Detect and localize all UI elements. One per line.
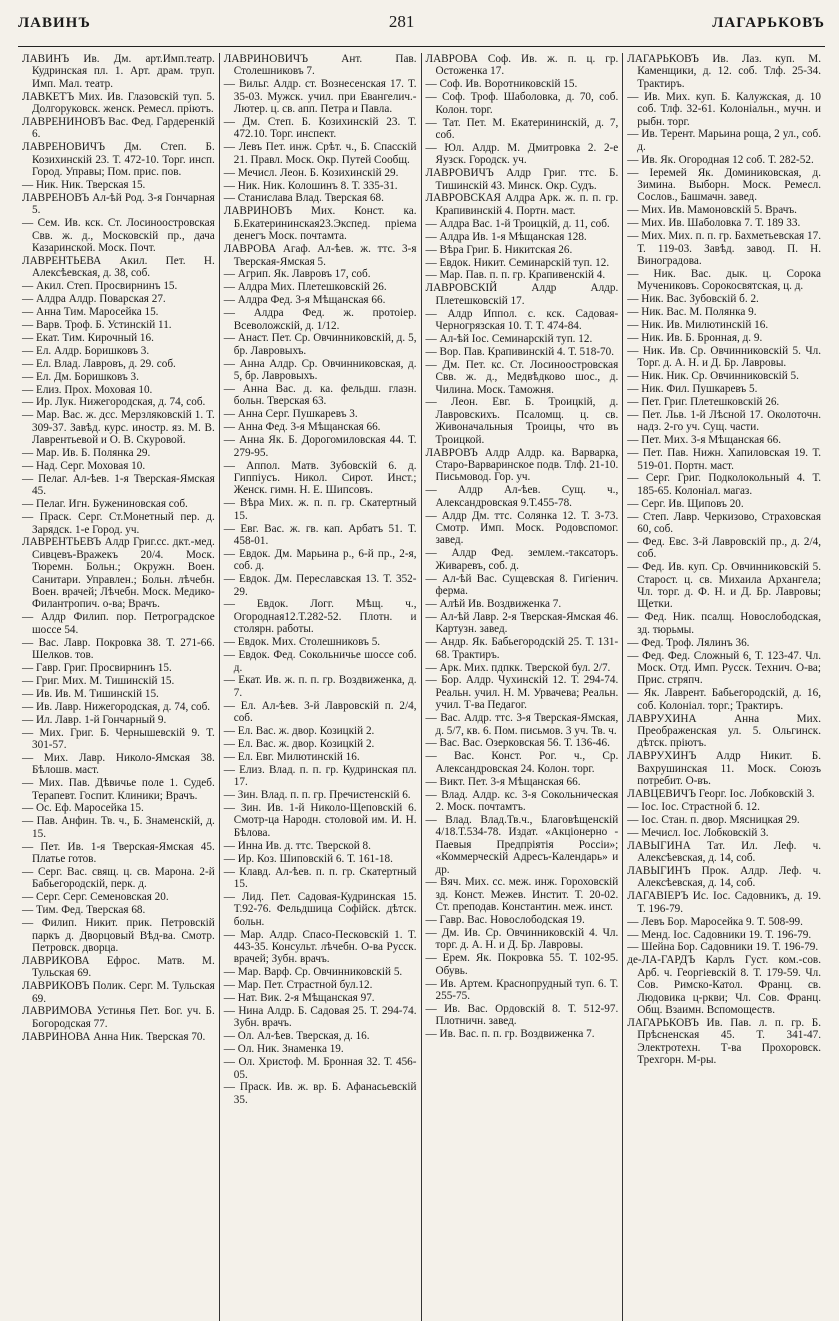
directory-entry: — Ол. Христоф. М. Бронная 32. Т. 456-05.: [223, 1056, 417, 1081]
directory-entry: — Фед. Фед. Сложный 6, Т. 123-47. Чл. Моск. Отд. Имп. Русск. Технич. О-ва; Прис. стряпч.: [627, 649, 821, 687]
directory-entry: — Ник. Ник. Колошинъ 8. Т. 335-31.: [223, 179, 398, 192]
directory-entry: ЛАВЦЕВИЧЪ Георг. Іос. Лобковскій 3.: [627, 788, 815, 801]
directory-entry: — Елиз. Влад. п. п. гр. Кудринская пл. 17.: [223, 763, 417, 789]
directory-entry: — Инна Ив. д. ттс. Тверской 8.: [223, 839, 371, 852]
directory-entry: — Ник. Ник. Ср. Овчинниковскій 5.: [627, 370, 799, 383]
directory-entry: — Алдра Фед. 3-я Мѣщанская 66.: [223, 294, 386, 307]
directory-entry: — Пет. Ив. 1-я Тверская-Ямская 45. Платье готов.: [22, 840, 215, 866]
directory-entry: ЛАГАВІЕРЪ Ис. Іос. Садовникъ, д. 19. Т. 196-79.: [627, 890, 821, 915]
directory-entry: — Анна Фед. 3-я Мѣщанская 66.: [223, 421, 381, 434]
directory-entry: ЛАГАРЬКОВЪ Ив. Пав. л. п. гр. Б. Прѣсненская 45. Т. 341-47. Электротехн. Т-ва Прохоровск. Трехгорн. М-ры.: [627, 1016, 821, 1067]
directory-entry: — Ник. Ив. Ср. Овчинниковскій 5. Чл. Торг. д. А. Н. и Д. Бр. Лавровы.: [627, 344, 821, 370]
directory-entry: — Менд. Іос. Садовники 19. Т. 196-79.: [627, 928, 812, 941]
directory-entry: — Алдра Алдр. Поварская 27.: [22, 293, 166, 306]
directory-entry: ЛАВРЕНОВИЧЪ Дм. Степ. Б. Козихинскій 23. Т. 472-10. Торг. инсп. Город. Управы; Пом. прис. пов.: [22, 141, 215, 179]
directory-entry: — Ив. Мих. куп. Б. Калужская, д. 10 соб. Тлф. 32-61. Колоніальн., мучн. и рыбн. торг.: [627, 90, 821, 128]
directory-entry: — Анна Серг. Пушкаревъ 3.: [223, 408, 358, 421]
directory-entry: — Ник. Вас. дык. ц. Сорока Мучениковъ. Сорокосвятская, ц. д.: [627, 267, 821, 293]
directory-entry: ЛАВЫГИНЪ Прок. Алдр. Леф. ч. Алексѣевская, д. 14, соб.: [627, 865, 821, 890]
directory-entry: — Левъ Бор. Маросейка 9. Т. 508-99.: [627, 915, 803, 928]
directory-entry: — Вас. Конст. Рог. ч., Ср. Александровская 24. Колон. торг.: [425, 750, 619, 775]
directory-entry: ЛАВРИНОВИЧЪ Ант. Пав. Столешниковъ 7.: [223, 53, 417, 78]
directory-entry: — Іос. Іос. Страстной б. 12.: [627, 800, 760, 813]
directory-entry: — Ив. Вас. п. п. гр. Воздвиженка 7.: [425, 1028, 595, 1041]
directory-entry: — Алдр Филип. пор. Петроградское шоссе 54.: [22, 611, 215, 636]
page-number: 281: [388, 12, 415, 31]
directory-entry: — Зин. Ив. 1-й Николо-Щеповскій 6. Смотр-ца Народн. столовой им. И. Н. Бѣлова.: [223, 801, 417, 839]
directory-entry: — Нат. Вик. 2-я Мѣщанская 97.: [223, 992, 375, 1005]
directory-entry: — Ник. Вас. Зубовскій б. 2.: [627, 293, 759, 306]
directory-entry: — Ол. Ник. Знаменка 19.: [223, 1043, 344, 1056]
directory-entry: — Як. Лаврент. Бабьегородскій, д. 16, соб. Колоніал. торг.; Трактиръ.: [627, 687, 821, 712]
directory-entry: — Ел. Евг. Милютинскій 16.: [223, 750, 360, 763]
directory-entry: — Ир. Коз. Шиповскій 6. Т. 161-18.: [223, 852, 393, 865]
directory-entry: — Ол. Ал-ѣев. Тверская, д. 16.: [223, 1030, 370, 1043]
directory-entry: — Пет. Мих. 3-я Мѣщанская 66.: [627, 434, 782, 447]
directory-entry: — Алдра Ив. 1-я Мѣщанская 128.: [425, 230, 587, 243]
directory-entry: — Мих. Ив. Шаболовка 7. Т. 189 33.: [627, 217, 801, 230]
directory-entry: — Анна Вас. д. ка. фельдш. глазн. больн. Тверская 63.: [223, 383, 417, 408]
directory-entry: ЛАВРОВСКІЙ Алдр Алдр. Плетешковскій 17.: [425, 282, 619, 307]
directory-entry: — Гавр. Вас. Новослободская 19.: [425, 914, 585, 927]
directory-entry: — Ил. Лавр. 1-й Гончарный 9.: [22, 713, 167, 726]
directory-entry: — Левъ Пет. инж. Срѣт. ч., Б. Спасскій 21. Правл. Моск. Окр. Путей Сообщ.: [223, 141, 417, 166]
directory-entry: — Алѣй Ив. Воздвиженка 7.: [425, 597, 562, 610]
directory-entry: — Фед. Ив. куп. Ср. Овчинниковскій 5. Старост. ц. св. Михаила Архангела; Чл. торг. д. Ф. Н. и Д. Бр. Лавровы; Щетки.: [627, 561, 821, 611]
directory-entry: — Влад. Алдр. кс. 3-я Сокольническая 2. Моск. почтамтъ.: [425, 788, 619, 813]
directory-entry: — Леон. Евг. Б. Троицкій, д. Лавровскихъ. Псаломщ. ц. св. Живоначальныя Троицы, что въ Троицкой.: [425, 396, 619, 446]
directory-entry: ЛАВРЕНИНОВЪ Вас. Фед. Гардеренкій 6.: [22, 116, 215, 141]
directory-entry: — Фед. Троф. Лялинъ 36.: [627, 636, 750, 649]
directory-entry: — Екат. Тим. Кирочный 16.: [22, 331, 154, 344]
directory-entry: — Евдок. Никит. Семинарскій туп. 12.: [425, 256, 610, 269]
directory-entry: — Над. Серг. Моховая 10.: [22, 460, 146, 472]
directory-entry: — Ив. Вас. Ордовскій 8. Т. 512-97. Плотничн. завед.: [425, 1002, 619, 1028]
directory-entry: — Гавр. Григ. Просвирнинъ 15.: [22, 662, 172, 674]
directory-entry: ЛАВРИНОВА Анна Ник. Тверская 70.: [22, 1030, 206, 1043]
directory-entry: — Юл. Алдр. М. Дмитровка 2. 2-е Яузск. Городск. уч.: [425, 141, 619, 167]
directory-entry: ЛАВКЕТЪ Мих. Ив. Глазовскій туп. 5. Долгоруковск. женск. Ремесл. пріютъ.: [22, 90, 215, 116]
directory-entry: — Тим. Фед. Тверская 68.: [22, 904, 146, 917]
directory-entry: — Ник. Ив. Б. Бронная, д. 9.: [627, 331, 763, 344]
directory-columns: [18, 53, 825, 1321]
directory-entry: — Мечисл. Леон. Б. Козихинскій 29.: [223, 166, 399, 179]
directory-entry: — Евдок. Фед. Сокольничье шоссе соб. д.: [223, 649, 417, 674]
directory-entry: — Ерем. Як. Покровка 55. Т. 102-95. Обувь.: [425, 952, 619, 977]
directory-entry: — Ник. Ив. Милютинскій 16.: [627, 319, 769, 332]
directory-entry: — Вас. Алдр. ттс. 3-я Тверская-Ямская, д. 5/7, кв. 6. Пом. письмов. 3 уч. Тв. ч.: [425, 712, 619, 737]
directory-entry: ЛАВЫГИНА Тат. Ил. Леф. ч. Алексѣевская, д. 14, соб.: [627, 839, 821, 865]
directory-entry: — Мих. Григ. Б. Чернышевскій 9. Т. 301-57.: [22, 726, 215, 751]
directory-entry: — Анна Тим. Маросейка 15.: [22, 306, 159, 319]
directory-entry: — Мих. Ив. Мамоновскій 5. Врачъ.: [627, 204, 797, 217]
directory-entry: — Ив. Ив. М. Тишинскій 15.: [22, 687, 159, 700]
directory-entry: — Праск. Серг. Ст.Монетный пер. д. Зарядск. 1-е Город. уч.: [22, 511, 215, 536]
directory-entry: — Алдра Мих. Плетешковскій 26.: [223, 281, 387, 294]
directory-entry: — Евг. Вас. ж. гв. кап. Арбатъ 51. Т. 458-01.: [223, 522, 417, 547]
directory-entry: — Мар. Вас. ж. дсс. Мерзляковскій 1. Т. 309-37. Завѣд. курс. иностр. яз. М. В. Лаврентьевой и О. В. Скуровой.: [22, 409, 215, 447]
directory-entry: — Ир. Лук. Нижегородская, д. 74, соб.: [22, 396, 206, 409]
directory-entry: — Пав. Анфин. Тв. ч., Б. Знаменскій, д. 15.: [22, 815, 215, 840]
header-left-keyword: ЛАВИНЪ: [18, 15, 91, 31]
directory-entry: — Ив. Артем. Краснопрудный туп. 6. Т. 255-75.: [425, 977, 619, 1003]
directory-entry: ЛАВРОВА Агаф. Ал-ѣев. ж. ттс. 3-я Тверская-Ямская 5.: [223, 243, 417, 268]
directory-entry: ЛАВРЕНТЬЕВА Акил. Пет. Н. Алексѣевская, д. 38, соб.: [22, 255, 215, 280]
directory-entry: — Ал-ѣй Лавр. 2-я Тверская-Ямская 46. Картузн. завед.: [425, 610, 619, 636]
directory-entry: — Шейна Бор. Садовники 19. Т. 196-79.: [627, 941, 819, 954]
directory-entry: — Ник. Фил. Пушкаревъ 5.: [627, 383, 758, 396]
directory-entry: — Алдр Фед. землем.-таксаторъ. Живаревъ, соб. д.: [425, 547, 619, 572]
directory-entry: — Ник. Ник. Тверская 15.: [22, 179, 146, 192]
directory-entry: ЛАВРУХИНА Анна Мих. Преображенская ул. 5. Ольгинск. дѣтск. пріютъ.: [627, 712, 821, 750]
directory-entry: — Варв. Троф. Б. Устинскій 11.: [22, 319, 172, 332]
directory-entry: — Арк. Мих. пдпкк. Тверской бул. 2/7.: [425, 661, 611, 674]
directory-entry: — Мих. Лавр. Николо-Ямская 38. Бѣлошв. маст.: [22, 751, 215, 777]
directory-entry: — Анаст. Пет. Ср. Овчинниковскій, д. 5, бр. Лавровыхъ.: [223, 332, 417, 357]
directory-entry: — Пелаг. Ал-ѣев. 1-я Тверская-Ямская 45.: [22, 472, 215, 498]
column-3: [422, 53, 624, 1321]
directory-entry: ЛАВРИКОВА Ефрос. Матв. М. Тульская 69.: [22, 954, 215, 980]
directory-entry: — Ив. Лавр. Нижегородская, д. 74, соб.: [22, 700, 211, 713]
directory-entry: — Вѣра Мих. ж. п. п. гр. Скатертный 15.: [223, 497, 417, 522]
page-header: [18, 12, 825, 47]
directory-entry: — Клавд. Ал-ѣев. п. п. гр. Скатертный 15.: [223, 865, 417, 890]
directory-entry: — Ос. Еф. Маросейка 15.: [22, 802, 144, 815]
directory-entry: ЛАВРОВСКАЯ Алдра Арк. ж. п. п. гр. Крапивинскій 4. Портн. маст.: [425, 192, 619, 217]
directory-entry: — Станислава Влад. Тверская 68.: [223, 192, 384, 205]
directory-entry: — Викт. Пет. 3-я Мѣщанская 66.: [425, 775, 581, 788]
directory-entry: — Алдр Ал-ѣев. Сущ. ч., Александровская 9.Т.455-78.: [425, 484, 619, 509]
directory-entry: ЛАВРЕНТЬЕВЪ Алдр Григ.сс. дкт.-мед. Сивцевъ-Вражекъ 20/4. Моск. Тюремн. Больн.; Окружн. Воен. Санитари. Управлен.; Больн. лѣчебн. Воен. врачей; Лѣчебн. Моск. Медико-Филантропич. о-ва; Врачъ.: [22, 536, 215, 611]
directory-entry: — Анна Алдр. Ср. Овчинниковская, д. 5, бр. Лавровыхъ.: [223, 357, 417, 383]
directory-entry: — Евдок. Логг. Мѣщ. ч., Огородная12.Т.282-52. Плотн. и столярн. работы.: [223, 598, 417, 636]
directory-entry: — Ив. Терент. Марьина роща, 2 ул., соб. д.: [627, 128, 821, 153]
directory-entry: — Андр. Як. Бабьегородскій 25. Т. 131-68. Трактиръ.: [425, 636, 619, 661]
directory-entry: — Зин. Влад. п. п. гр. Пречистенскій 6.: [223, 789, 411, 802]
directory-entry: — Фед. Ник. псалщ. Новослободская, зд. тюрьмы.: [627, 611, 821, 636]
directory-entry: — Тат. Пет. М. Екатерининскій, д. 7, соб.: [425, 116, 619, 141]
directory-entry: — Пет. Льв. 1-й Лѣсной 17. Околоточн. надз. 2-го уч. Сущ. части.: [627, 408, 821, 434]
directory-entry: — Серг. Ив. Щиповъ 20.: [627, 497, 744, 510]
directory-entry: — Бор. Алдр. Чухинскій 12. Т. 294-74. Реальн. учил. Н. М. Урвачева; Реальн. учил. Т-ва Педагог.: [425, 674, 619, 712]
directory-entry: — Акил. Степ. Просвирнинъ 15.: [22, 280, 178, 293]
directory-entry: — Мар. Алдр. Спасо-Песковскій 1. Т. 443-35. Консульт. лѣчебн. О-ва Русск. врачей; Зубн. врачъ.: [223, 928, 417, 966]
directory-entry: — Праск. Ив. ж. вр. Б. Афанасьевскій 35.: [223, 1081, 417, 1106]
directory-entry: — Дм. Степ. Б. Козихинскій 23. Т. 472.10. Торг. инспект.: [223, 116, 417, 141]
directory-entry: — Мечисл. Іос. Лобковскій 3.: [627, 826, 769, 839]
directory-entry: — Ел. Вас. ж. двор. Козицкій 2.: [223, 725, 375, 738]
directory-entry: — Вор. Пав. Крапивинскій 4. Т. 518-70.: [425, 345, 615, 358]
directory-entry: — Мар. Пав. п. п. гр. Крапивенскій 4.: [425, 269, 606, 282]
directory-entry: — Соф. Ив. Воротниковскій 15.: [425, 78, 578, 91]
directory-entry: — Алдр Дм. ттс. Солянка 12. Т. 3-73. Смотр. Имп. Моск. Родовспомог. завед.: [425, 509, 619, 547]
directory-entry: ЛАГАРЬКОВЪ Ив. Лаз. куп. М. Каменщики, д. 12. соб. Тлф. 25-34. Трактиръ.: [627, 53, 821, 90]
directory-entry: — Алдра Фед. ж. протоіер. Всеволожскій, д. 1/12.: [223, 307, 417, 332]
column-4: [623, 53, 825, 1321]
directory-entry: — Агрип. Як. Лавровъ 17, соб.: [223, 268, 371, 281]
directory-entry: — Ел. Ал-ѣев. 3-й Лавровскій п. 2/4, соб.: [223, 699, 417, 725]
directory-entry: — Серг. Григ. Подколокольный 4. Т. 185-65. Колоніал. магаз.: [627, 472, 821, 497]
header-right-keyword: ЛАГАРЬКОВЪ: [712, 15, 825, 31]
directory-entry: — Лид. Пет. Садовая-Кудринская 15. Т.92-76. Фельдшица Софійск. дѣтск. больн.: [223, 890, 417, 928]
directory-entry: — Вас. Вас. Озерковская 56. Т. 136-46.: [425, 737, 610, 750]
directory-entry: — Ал-ѣй Іос. Семинарскій туп. 12.: [425, 332, 593, 345]
directory-entry: ЛАВИНЪ Ив. Дм. арт.Имп.театр. Кудринская пл. 1. Арт. драм. труп. Имп. Мал. театр.: [22, 53, 215, 90]
directory-entry: — Вас. Лавр. Покровка 38. Т. 271-66. Шелков. тов.: [22, 636, 215, 662]
directory-entry: — Нина Алдр. Б. Садовая 25. Т. 294-74. Зубн. врачъ.: [223, 1004, 417, 1030]
directory-entry: — Алдра Вас. 1-й Троицкій, д. 11, соб.: [425, 217, 610, 230]
directory-entry: — Дм. Ив. Ср. Овчинниковскій 4. Чл. торг. д. А. Н. и Д. Бр. Лавровы.: [425, 927, 619, 952]
directory-entry: — Елиз. Прох. Моховая 10.: [22, 383, 153, 396]
directory-entry: — Сем. Ив. кск. Ст. Лосиноостровская Свв. ж. д., Московскій пр., дача Казаринской. Моск. Почт.: [22, 217, 215, 255]
directory-entry: — Мих. Пав. Дѣвичье поле 1. Судеб. Терапевт. Госпит. Клиники; Врачъ.: [22, 777, 215, 802]
directory-entry: — Іеремей Як. Доминиковская, д. Зимина. Выборн. Моск. Ремесл. Сослов., Башмачн. завед.: [627, 166, 821, 204]
directory-entry: — Ел. Влад. Лавровъ, д. 29. соб.: [22, 357, 176, 370]
directory-entry: — Пелаг. Игн. Бужениновская соб.: [22, 498, 188, 511]
column-2: [220, 53, 422, 1321]
directory-entry: — Аппол. Матв. Зубовскій 6. д. Гиппіусъ. Никол. Сирот. Инст.; Женск. гимн. Н. Е. Шипсовъ.: [223, 459, 417, 497]
directory-entry: ЛАВРИНОВЪ Мих. Конст. ка. Б.Екатерининская23.Экспед. пріема денегъ Моск. почтамта.: [223, 205, 417, 243]
directory-entry: — Ел. Алдр. Боришковъ 3.: [22, 344, 150, 357]
directory-entry: — Евдок. Дм. Переславская 13. Т. 352-29.: [223, 573, 417, 598]
directory-entry: — Филип. Никит. прик. Петровскій паркъ д. Дворцовый Вѣд-ва. Смотр. Петровск. дворца.: [22, 917, 215, 954]
directory-entry: де-ЛА-ГАРДЪ Карлъ Густ. ком.-сов. Арб. ч. Георгіевскій 8. Т. 179-59. Чл. Сов. Римско-Катол. Франц. св. Людовика ц-ркви; Чл. Сов. Франц. Общ. Взаимн. Вспомоществ.: [627, 954, 821, 1016]
directory-entry: — Мих. Мих. п. п. гр. Бахметьевская 17. Т. 119-03. Завѣд. завод. П. Н. Виноградова.: [627, 230, 821, 267]
directory-entry: — Евдок. Мих. Столешниковъ 5.: [223, 636, 381, 649]
directory-entry: — Влад. Влад.Тв.ч., Благовѣщенскій 4/18.Т.534-78. Издат. «Акціонерно - Паевыя Предпріятія Россіи»; «Коммерческій Адресъ-Календарь» и др.: [425, 813, 619, 876]
directory-entry: ЛАВРЕНОВЪ Ал-ѣй Род. 3-я Гончарная 5.: [22, 191, 215, 217]
directory-entry: — Серг. Вас. свящ. ц. св. Марона. 2-й Бабьегородскій, перк. д.: [22, 866, 215, 891]
directory-entry: — Евдок. Дм. Марьина р., 6-й пр., 2-я, соб. д.: [223, 547, 417, 573]
directory-entry: — Ел. Вас. ж. двор. Козицкій 2.: [223, 737, 375, 750]
directory-entry: — Соф. Троф. Шаболовка, д. 70, соб. Колон. торг.: [425, 91, 619, 116]
directory-entry: — Фед. Евс. 3-й Лавровскій пр., д. 2/4, соб.: [627, 535, 821, 561]
directory-entry: — Алдр Иппол. с. кск. Садовая-Черногрязская 10. Т. Т. 474-84.: [425, 307, 619, 333]
directory-entry: — Вильг. Алдр. ст. Вознесенская 17. Т. 35-03. Мужск. учил. при Евангелич.-Лютер. ц. св. апп. Петра и Павла.: [223, 78, 417, 116]
directory-entry: — Ив. Як. Огородная 12 соб. Т. 282-52.: [627, 153, 814, 166]
directory-entry: — Григ. Мих. М. Тишинскій 15.: [22, 674, 175, 687]
directory-entry: ЛАВРИКОВЪ Полик. Серг. М. Тульская 69.: [22, 980, 215, 1005]
directory-entry: — Дм. Пет. кс. Ст. Лосиноостровская Свв. ж. д., Медвѣдково шос., д. Чилина. Моск. Таможня.: [425, 358, 619, 396]
directory-entry: ЛАВРУХИНЪ Алдр Никит. Б. Вахрушинская 11. Моск. Союзъ потребит. О-въ.: [627, 750, 821, 788]
directory-entry: ЛАВРОВА Соф. Ив. ж. п. ц. гр. Остоженка 17.: [425, 53, 619, 78]
directory-entry: — Екат. Ив. ж. п. п. гр. Воздвиженка, д. 7.: [223, 674, 417, 699]
directory-entry: — Ник. Вас. М. Полянка 9.: [627, 306, 757, 319]
directory-entry: — Іос. Стан. п. двор. Мясницкая 29.: [627, 813, 800, 826]
directory-entry: — Ел. Дм. Боришковъ 3.: [22, 370, 139, 383]
directory-entry: ЛАВРОВИЧЪ Алдр Григ. ттс. Б. Тишинскій 43. Минск. Окр. Судъ.: [425, 167, 619, 192]
directory-entry: ЛАВРИМОВА Устинья Пет. Бог. уч. Б. Богородская 77.: [22, 1005, 215, 1030]
directory-entry: ЛАВРОВЪ Алдр Алдр. ка. Варварка, Старо-Варваринское подв. Тлф. 21-10. Письмовод. Гор. уч.: [425, 446, 619, 484]
column-1: [18, 53, 220, 1321]
directory-entry: — Ал-ѣй Вас. Сущевская 8. Гигіенич. ферма.: [425, 572, 619, 598]
directory-entry: — Мар. Пет. Страстной бул.12.: [223, 979, 373, 992]
directory-entry: — Вѣра Григ. Б. Никитская 26.: [425, 243, 573, 256]
directory-entry: — Серг. Серг. Семеновская 20.: [22, 891, 169, 904]
directory-entry: — Пет. Пав. Нижн. Хапиловская 19. Т. 519-01. Портн. маст.: [627, 447, 821, 472]
directory-entry: — Мар. Варф. Ср. Овчинниковскій 5.: [223, 966, 403, 979]
directory-entry: — Пет. Григ. Плетешковскій 26.: [627, 395, 780, 408]
directory-entry: — Степ. Лавр. Черкизово, Страховская 60, соб.: [627, 510, 821, 536]
directory-entry: — Мар. Ив. Б. Полянка 29.: [22, 447, 151, 460]
directory-entry: — Вяч. Мих. сс. меж. инж. Гороховскій зд. Конст. Межев. Инстит. Т. 20-02. Ст. преподав. Константин. меж. инст.: [425, 876, 619, 914]
directory-entry: — Анна Як. Б. Дорогомиловская 44. Т. 279-95.: [223, 434, 417, 459]
